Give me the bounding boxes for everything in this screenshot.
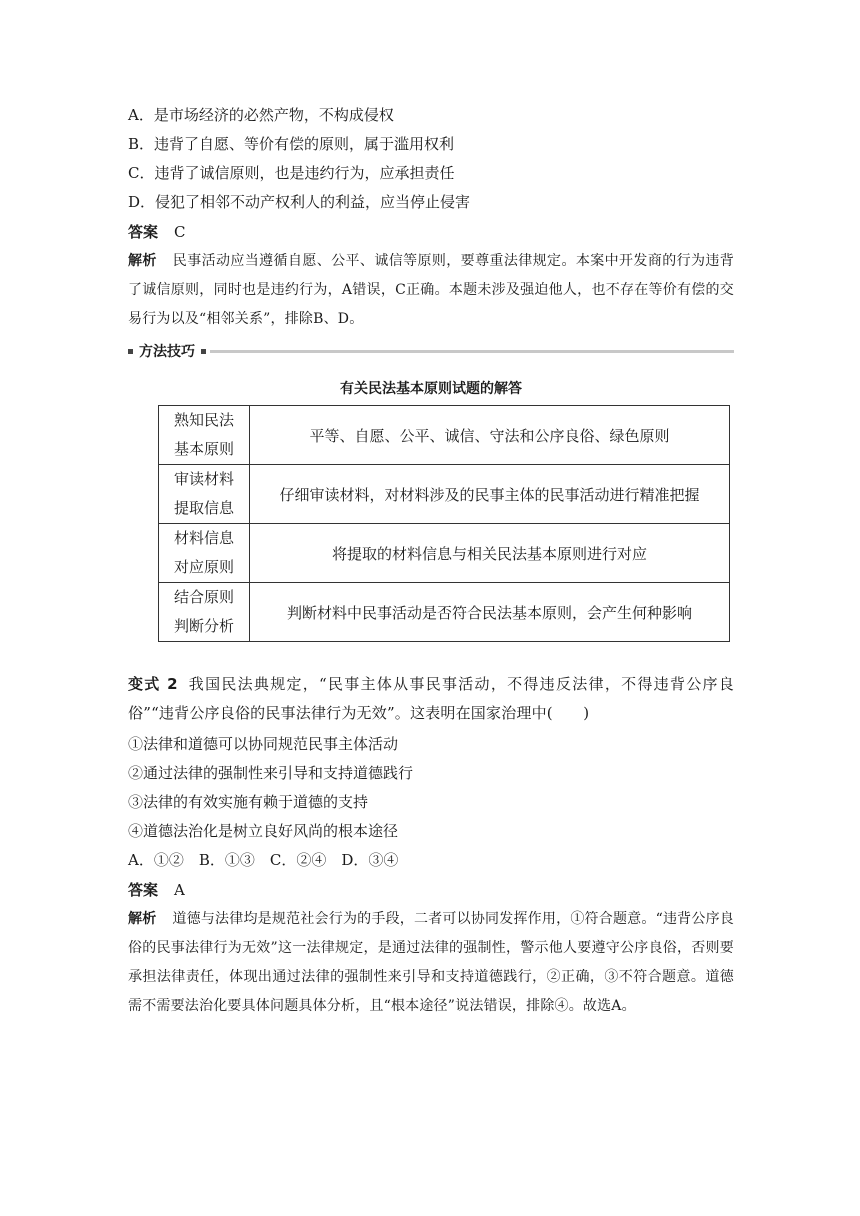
analysis-text: 民事活动应当遵循自愿、公平、诚信等原则，要尊重法律规定。本案中开发商的行为违背了诚信原则，同时也是违约行为，A错误，C正确。本题未涉及强迫他人，也不存在等价有偿的交易行为以及“相邻关系”，排除B、D。 bbox=[128, 253, 734, 327]
answer-value: C bbox=[174, 223, 186, 241]
answer-label: 答案 bbox=[128, 881, 159, 899]
table-value-cell: 判断材料中民事活动是否符合民法基本原则，会产生何种影响 bbox=[250, 583, 730, 642]
method-table bbox=[158, 405, 730, 642]
table-key-cell: 材料信息 对应原则 bbox=[159, 524, 250, 583]
analysis-1 bbox=[128, 247, 734, 334]
table-key-cell: 熟知民法 基本原则 bbox=[159, 406, 250, 465]
bullet-square-icon bbox=[201, 349, 206, 354]
table-row bbox=[159, 583, 730, 642]
table-row bbox=[159, 406, 730, 465]
answer-label: 答案 bbox=[128, 223, 159, 241]
table-value-cell: 平等、自愿、公平、诚信、守法和公序良俗、绿色原则 bbox=[250, 406, 730, 465]
section-title: 方法技巧 bbox=[139, 344, 195, 360]
question-text: 我国民法典规定，“民事主体从事民事活动，不得违反法律，不得违背公序良俗”“违背公序良俗的民事法律行为无效”。这表明在国家治理中( ) bbox=[128, 675, 734, 722]
statement-3: ③法律的有效实施有赖于道德的支持 bbox=[128, 793, 369, 811]
table-row bbox=[159, 465, 730, 524]
bullet-square-icon bbox=[128, 349, 133, 354]
answer-2 bbox=[128, 880, 185, 900]
section-heading bbox=[128, 341, 734, 361]
option-b: B．违背了自愿、等价有偿的原则，属于滥用权利 bbox=[128, 135, 455, 153]
answer-value: A bbox=[174, 881, 185, 899]
answer-1 bbox=[128, 222, 186, 242]
table-value-cell: 将提取的材料信息与相关民法基本原则进行对应 bbox=[250, 524, 730, 583]
option-a: A．是市场经济的必然产物，不构成侵权 bbox=[128, 106, 394, 124]
table-row bbox=[159, 524, 730, 583]
statement-1: ①法律和道德可以协同规范民事主体活动 bbox=[128, 735, 399, 753]
question-label: 变式 2 bbox=[128, 675, 178, 693]
table-key-cell: 审读材料 提取信息 bbox=[159, 465, 250, 524]
analysis-label: 解析 bbox=[128, 911, 157, 927]
table-key-cell: 结合原则 判断分析 bbox=[159, 583, 250, 642]
question-2 bbox=[128, 670, 734, 728]
table-title: 有关民法基本原则试题的解答 bbox=[340, 381, 522, 397]
analysis-2 bbox=[128, 905, 734, 1021]
option-d: D．侵犯了相邻不动产权利人的利益，应当停止侵害 bbox=[128, 193, 471, 211]
analysis-label: 解析 bbox=[128, 253, 157, 269]
section-rule bbox=[210, 350, 734, 353]
analysis-text: 道德与法律均是规范社会行为的手段，二者可以协同发挥作用，①符合题意。“违背公序良俗的民事法律行为无效”这一法律规定，是通过法律的强制性，警示他人要遵守公序良俗，否则要承担法律责任，体现出通过法律的强制性来引导和支持道德践行，②正确，③不符合题意。道德需不需要法治化要具体问题具体分析，且“根本途径”说法错误，排除④。故选A。 bbox=[128, 911, 734, 1014]
option-c: C．违背了诚信原则，也是违约行为，应承担责任 bbox=[128, 164, 455, 182]
table-value-cell: 仔细审读材料，对材料涉及的民事主体的民事活动进行精准把握 bbox=[250, 465, 730, 524]
statement-4: ④道德法治化是树立良好风尚的根本途径 bbox=[128, 822, 399, 840]
options-q2: A．①② B．①③ C．②④ D．③④ bbox=[128, 851, 399, 869]
statement-2: ②通过法律的强制性来引导和支持道德践行 bbox=[128, 764, 414, 782]
